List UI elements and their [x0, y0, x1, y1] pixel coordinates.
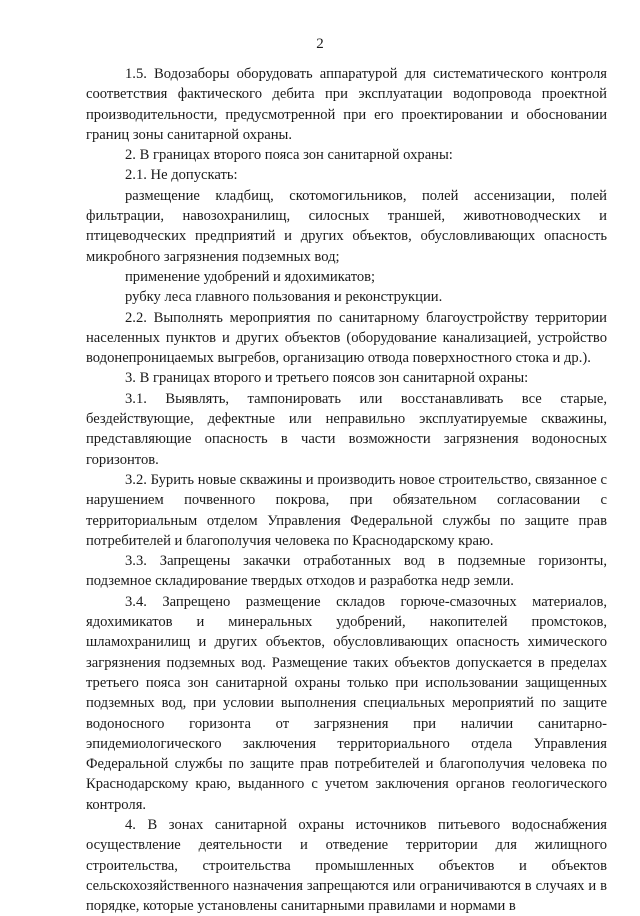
paragraph-2-1-item-3: рубку леса главного пользования и реконструкции. — [125, 289, 443, 306]
paragraph-3-2: 3.2. Бурить новые скважины и производить новое строительство, связанное с нарушением почвенного покрова, при обязательном согласовании с территориальным отделом Управления Федеральной службы по защите прав потребителей и благополучия человека по Краснодарскому краю. — [86, 471, 607, 549]
paragraph-2: 2. В границах второго пояса зон санитарной охраны: — [125, 147, 453, 164]
paragraph-2-2: 2.2. Выполнять мероприятия по санитарному благоустройству территории населенных пунктов и других объектов (оборудование канализацией, устройство водонепроницаемых выгребов, организацию отвода поверхностного стока и др.). — [86, 309, 607, 367]
paragraph-3-3: 3.3. Запрещены закачки отработанных вод в подземные горизонты, подземное складирование твердых отходов и разработка недр земли. — [86, 553, 607, 590]
paragraph-1-5: 1.5. Водозаборы оборудовать аппаратурой для систематического контроля соответствия фактического дебита при эксплуатации водопровода проектной производительности, предусмотренной при его проектировании и обосновании границ зоны санитарной охраны. — [86, 66, 607, 143]
paragraph-2-1-item-2: применение удобрений и ядохимикатов; — [125, 268, 376, 285]
document-body — [86, 64, 607, 916]
paragraph-3-1: 3.1. Выявлять, тампонировать или восстанавливать все старые, бездействующие, дефектные или неправильно эксплуатируемые скважины, представляющие опасность в части возможности загрязнения водоносных горизонтов. — [86, 390, 607, 468]
paragraph-3: 3. В границах второго и третьего поясов зон санитарной охраны: — [125, 370, 529, 387]
paragraph-2-1-item-1: размещение кладбищ, скотомогильников, полей ассенизации, полей фильтрации, навозохранилищ, силосных траншей, животноводческих и птицеводческих предприятий и других объектов, обусловливающих опасность микробного загрязнения подземных вод; — [86, 187, 607, 265]
page-number: 2 — [316, 36, 324, 52]
paragraph-4: 4. В зонах санитарной охраны источников питьевого водоснабжения осуществление деятельности и отведение территории для жилищного строительства, строительства промышленных объектов и объектов сельскохозяйственного назначения запрещаются или ограничиваются в случаях и в порядке, которые установлены санитарными правилами и нормами в — [86, 816, 607, 915]
paragraph-3-4: 3.4. Запрещено размещение складов горюче-смазочных материалов, ядохимикатов и минеральных удобрений, накопителей промстоков, шламохранилищ и других объектов, обусловливающих опасность химического загрязнения подземных вод. Размещение таких объектов допускается в пределах третьего пояса зон санитарной охраны только при использовании защищенных подземных вод, при условии выполнения специальных мероприятий по защите водоносного горизонта от загрязнения при наличии санитарно-эпидемиологического заключения территориального отдела Управления Федеральной службы по защите прав потребителей и благополучия человека по Краснодарскому краю, выданного с учетом заключения органов геологического контроля. — [86, 593, 607, 813]
paragraph-2-1: 2.1. Не допускать: — [125, 167, 238, 184]
